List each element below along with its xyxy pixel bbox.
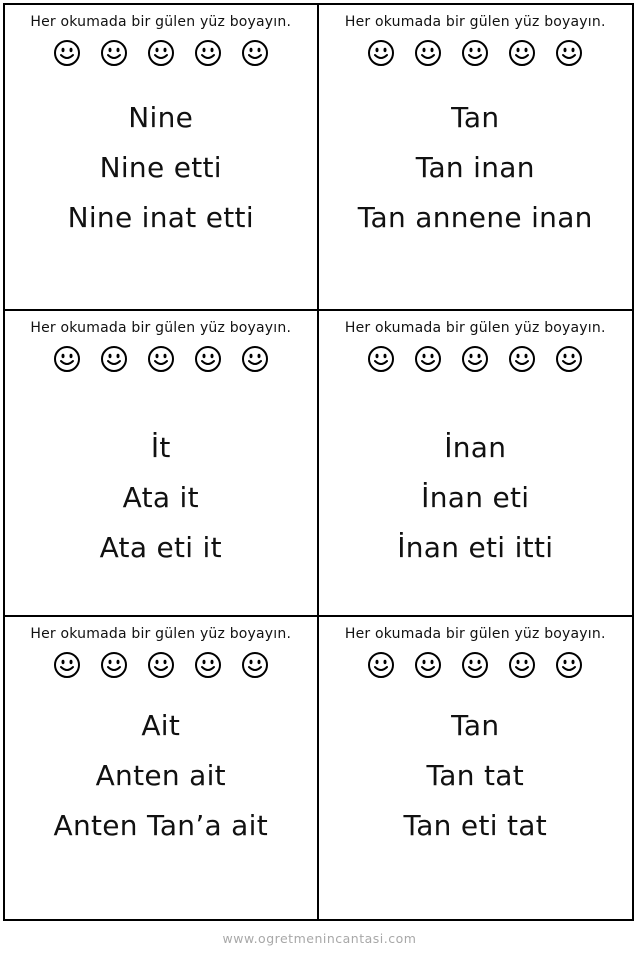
reading-lines xyxy=(319,423,633,573)
smiley-face-icon[interactable] xyxy=(461,345,489,373)
reading-line: Tan eti tat xyxy=(403,809,548,842)
reading-line: Ata eti it xyxy=(99,531,222,564)
card-instruction: Her okumada bir gülen yüz boyayın. xyxy=(30,626,292,642)
smiley-row xyxy=(5,651,317,681)
smiley-row xyxy=(319,39,633,69)
smiley-face-icon[interactable] xyxy=(53,651,81,679)
smiley-face-icon[interactable] xyxy=(461,651,489,679)
reading-line: İnan eti xyxy=(421,481,530,514)
card-grid xyxy=(3,3,634,921)
reading-line: Tan annene inan xyxy=(357,201,593,234)
footer-watermark: www.ogretmenincantasi.com xyxy=(222,931,417,946)
smiley-face-icon[interactable] xyxy=(147,39,175,67)
smiley-face-icon[interactable] xyxy=(555,345,583,373)
smiley-row xyxy=(319,345,633,375)
reading-card xyxy=(5,311,319,617)
card-instruction: Her okumada bir gülen yüz boyayın. xyxy=(344,14,606,30)
smiley-face-icon[interactable] xyxy=(53,345,81,373)
smiley-face-icon[interactable] xyxy=(194,651,222,679)
reading-line: Tan inan xyxy=(415,151,535,184)
reading-line: Anten Tan’a ait xyxy=(53,809,268,842)
smiley-face-icon[interactable] xyxy=(367,651,395,679)
reading-card xyxy=(319,617,633,919)
smiley-row xyxy=(319,651,633,681)
reading-line: Nine etti xyxy=(99,151,222,184)
card-instruction: Her okumada bir gülen yüz boyayın. xyxy=(344,320,606,336)
smiley-face-icon[interactable] xyxy=(508,345,536,373)
smiley-face-icon[interactable] xyxy=(147,651,175,679)
smiley-face-icon[interactable] xyxy=(241,345,269,373)
smiley-face-icon[interactable] xyxy=(100,345,128,373)
reading-line: İnan xyxy=(444,431,507,464)
smiley-face-icon[interactable] xyxy=(100,651,128,679)
reading-card xyxy=(5,5,319,311)
smiley-row xyxy=(5,39,317,69)
smiley-face-icon[interactable] xyxy=(414,651,442,679)
smiley-face-icon[interactable] xyxy=(508,39,536,67)
reading-line: İt xyxy=(150,431,171,464)
smiley-face-icon[interactable] xyxy=(508,651,536,679)
reading-card xyxy=(319,5,633,311)
reading-line: Anten ait xyxy=(95,759,226,792)
smiley-face-icon[interactable] xyxy=(367,345,395,373)
smiley-face-icon[interactable] xyxy=(194,39,222,67)
reading-line: Ait xyxy=(141,709,181,742)
reading-card xyxy=(319,311,633,617)
smiley-face-icon[interactable] xyxy=(147,345,175,373)
reading-card xyxy=(5,617,319,919)
card-instruction: Her okumada bir gülen yüz boyayın. xyxy=(30,320,292,336)
smiley-face-icon[interactable] xyxy=(53,39,81,67)
reading-line: Nine inat etti xyxy=(67,201,254,234)
smiley-face-icon[interactable] xyxy=(367,39,395,67)
reading-line: Tan tat xyxy=(426,759,524,792)
smiley-row xyxy=(5,345,317,375)
smiley-face-icon[interactable] xyxy=(414,345,442,373)
reading-line: İnan eti itti xyxy=(397,531,554,564)
smiley-face-icon[interactable] xyxy=(555,39,583,67)
smiley-face-icon[interactable] xyxy=(555,651,583,679)
reading-line: Tan xyxy=(451,709,500,742)
card-instruction: Her okumada bir gülen yüz boyayın. xyxy=(344,626,606,642)
smiley-face-icon[interactable] xyxy=(414,39,442,67)
reading-line: Nine xyxy=(128,101,194,134)
reading-lines xyxy=(5,93,317,243)
reading-lines xyxy=(319,93,633,243)
smiley-face-icon[interactable] xyxy=(194,345,222,373)
reading-line: Tan xyxy=(451,101,500,134)
smiley-face-icon[interactable] xyxy=(461,39,489,67)
card-instruction: Her okumada bir gülen yüz boyayın. xyxy=(30,14,292,30)
reading-lines xyxy=(319,701,633,851)
reading-lines xyxy=(5,701,317,851)
reading-lines xyxy=(5,423,317,573)
smiley-face-icon[interactable] xyxy=(241,651,269,679)
smiley-face-icon[interactable] xyxy=(241,39,269,67)
reading-line: Ata it xyxy=(122,481,199,514)
smiley-face-icon[interactable] xyxy=(100,39,128,67)
